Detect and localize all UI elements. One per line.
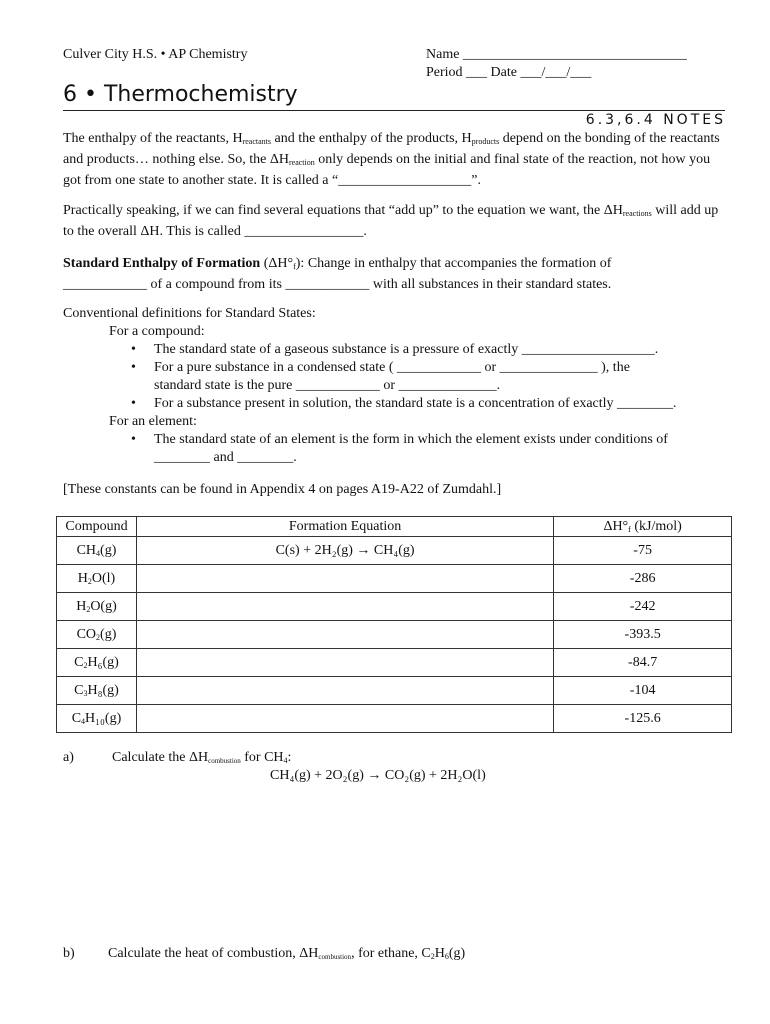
period-date-line[interactable]: Period ___ Date ___/___/___ bbox=[426, 65, 592, 80]
table-row: $H_2O(g)$ -242 bbox=[57, 593, 732, 621]
appendix-note: [These constants can be found in Appendix 4 on pages A19-A22 of Zumdahl.] bbox=[63, 482, 502, 497]
bullet-gas: • The standard state of a gaseous substance is a pressure of exactly ___________________. bbox=[131, 342, 659, 357]
table-row: $C_2H_6(g)$ -84.7 bbox=[57, 649, 732, 677]
answer-area-a[interactable] bbox=[63, 800, 723, 930]
bullet-element: • The standard state of an element is the form in which the element exists under conditions of ________ and ________. bbox=[131, 432, 668, 465]
formation-equation-cell[interactable] bbox=[136, 649, 553, 677]
enthalpy-intro-paragraph: The enthalpy of the reactants, $H_{reactants}$ and the enthalpy of the products, $H_{products}$ depend on the bonding of the reactants and products… nothing else. So, the $\Delta H_{reaction}$ only depends on the initial and final state of the reaction, not how you got from one state to another state. It is called a “___________________”. bbox=[63, 131, 720, 188]
title-rule bbox=[63, 110, 725, 111]
notes-label: 6.3,6.4 NOTES bbox=[585, 112, 726, 128]
element-bullet-list bbox=[109, 431, 729, 467]
question-b-text: Calculate the heat of combustion, $\Delta H_{combustion}$, for ethane, $C_2H_6(g)$ bbox=[108, 946, 466, 961]
col-equation: Formation Equation bbox=[136, 517, 553, 537]
col-enthalpy: $\Delta H^\circ_f$ (kJ/mol) bbox=[554, 517, 732, 537]
standard-states-heading: Conventional definitions for Standard States: bbox=[63, 306, 316, 321]
table-row: $CO_2(g)$ -393.5 bbox=[57, 621, 732, 649]
table-header-row bbox=[57, 517, 732, 537]
formation-equation-cell[interactable] bbox=[136, 621, 553, 649]
element-label: For an element: bbox=[109, 414, 197, 429]
hess-law-paragraph: Practically speaking, if we can find several equations that “add up” to the equation we want, the $\Delta H_{reactions}$ will add up to the overall ΔH. This is called _________________. bbox=[63, 203, 719, 239]
formation-definition: Standard Enthalpy of Formation $(\Delta H^\circ_f)$: Change in enthalpy that accompanies the formation of ____________ of a compound from its ____________ with all substances in their standard states. bbox=[63, 256, 612, 292]
table-row: $H_2O(l)$ -286 bbox=[57, 565, 732, 593]
formation-equation-cell: C(s) + 2H₂(g) → CH₄(g) bbox=[136, 537, 553, 565]
formation-equation-cell[interactable] bbox=[136, 593, 553, 621]
formation-table bbox=[56, 516, 732, 733]
compound-label: For a compound: bbox=[109, 324, 205, 339]
question-a-text: Calculate the $\Delta H_{combustion}$ for $CH_4$: bbox=[112, 750, 292, 765]
page-title: 6 • Thermochemistry bbox=[63, 82, 298, 107]
question-a-equation: CH₄(g) + 2O₂(g) → CO₂(g) + 2H₂O(l) bbox=[270, 768, 486, 783]
table-row: $C_4H_{10}(g)$ -125.6 bbox=[57, 705, 732, 733]
name-field-line[interactable]: Name ________________________________ bbox=[426, 47, 687, 62]
formation-equation-cell[interactable] bbox=[136, 677, 553, 705]
formation-equation-cell[interactable] bbox=[136, 705, 553, 733]
question-a-label: a) bbox=[63, 750, 74, 765]
bullet-solution: • For a substance present in solution, the standard state is a concentration of exactly ________. bbox=[131, 396, 677, 411]
compound-bullet-list bbox=[109, 341, 729, 413]
question-b-label: b) bbox=[63, 946, 75, 961]
bullet-condensed: • For a pure substance in a condensed state ( ____________ or ______________ ), the standard state is the pure ____________ or ______________. bbox=[131, 360, 630, 393]
col-compound: Compound bbox=[57, 517, 137, 537]
formation-equation-cell[interactable] bbox=[136, 565, 553, 593]
course-label: Culver City H.S. • AP Chemistry bbox=[63, 47, 248, 62]
table-row: $CH_4(g)$ C(s) + 2H₂(g) → CH₄(g) -75 bbox=[57, 537, 732, 565]
table-row: $C_3H_8(g)$ -104 bbox=[57, 677, 732, 705]
